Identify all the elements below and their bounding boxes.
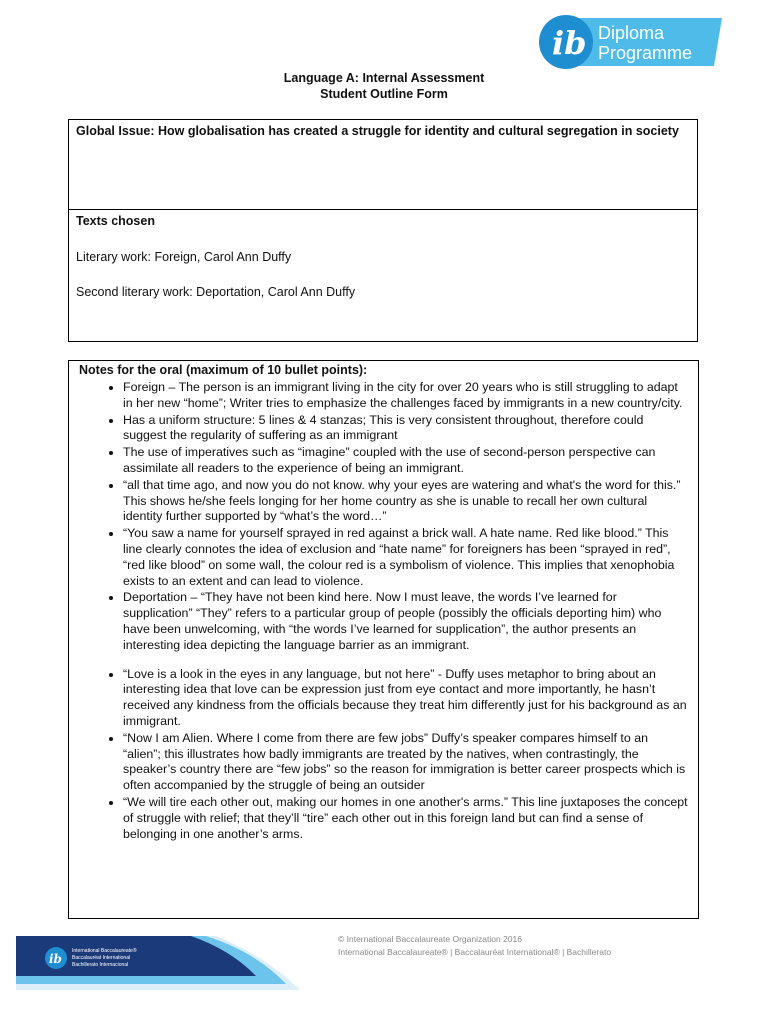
footer-line-1: © International Baccalaureate Organization 2016: [338, 934, 522, 944]
global-issue-text: Global Issue: How globalisation has created a struggle for identity and cultural segregation in society: [76, 124, 679, 138]
texts-chosen-row: [69, 210, 697, 304]
list-item: • “We will tire each other out, making our homes in one another's arms.” This line juxtaposes the concept of struggle with relief; that they’ll “tire” each other out in this foreign land but can find a sense of belonging in one another’s arms.: [123, 795, 688, 842]
texts-chosen-label: Texts chosen: [76, 214, 155, 228]
second-literary-work: Second literary work: Deportation, Carol Ann Duffy: [76, 285, 356, 299]
list-item: • “You saw a name for yourself sprayed in red against a brick wall. A hate name. Red like blood.” This line clearly connotes the idea of exclusion and “hate name” for foreigners has been “sprayed in red”, “red like blood” on some wall, the colour red is a symbolism of violence. This implies that xenophobia exists to an extent and can lead to violence.: [123, 526, 688, 589]
list-item: • Foreign – The person is an immigrant living in the city for over 20 years who is still struggling to adapt in her new “home”; Writer tries to emphasize the challenges faced by immigrants in a new country/city.: [123, 380, 688, 412]
title-line-1: Language A: Internal Assessment: [283, 71, 485, 85]
footer-line-2: International Baccalaureate® | Baccalauréat International® | Bachillerato: [338, 947, 612, 957]
logo-text-diploma: Diploma: [598, 23, 665, 43]
list-item: • Deportation – “They have not been kind here. Now I must leave, the words I’ve learned for supplication” “They” refers to a particular group of people (possibly the officials deporting him) who have been unwelcoming, with “the words I’ve learned for supplication”, the author presents an interesting idea depicting the language barrier as an immigrant.: [123, 590, 688, 653]
footer-copyright: [338, 933, 611, 959]
global-issue-row: [69, 120, 697, 210]
list-item: • “Now I am Alien. Where I come from there are few jobs” Duffy’s speaker compares himself to an “alien”; this illustrates how badly immigrants are treated by the natives, when contrastingly, the speaker’s country there are “few jobs” so the reason for immigration is better career prospects which is often accompanied by the struggle of being an outsider: [123, 731, 688, 794]
svg-text:Baccalauréat International: Baccalauréat International: [72, 955, 131, 961]
svg-text:Bachillerato Internacional: Bachillerato Internacional: [72, 962, 129, 968]
svg-text:ib: ib: [552, 24, 587, 62]
notes-list: [79, 380, 688, 842]
ib-diploma-logo: [538, 14, 722, 70]
list-item: • Has a uniform structure: 5 lines & 4 stanzas; This is very consistent throughout, therefore could suggest the regularity of suffering as an immigrant: [123, 413, 688, 445]
notes-heading: Notes for the oral (maximum of 10 bullet points):: [79, 363, 368, 377]
notes-box: [68, 360, 699, 919]
list-item: • “Love is a look in the eyes in any language, but not here” - Duffy uses metaphor to bring about an interesting idea that love can be expression just from eye contact and more importantly, he hasn’t received any kindness from the officials because they treat him differently just for his background as an immigrant.: [123, 667, 688, 730]
svg-text:ib: ib: [49, 952, 62, 966]
logo-text-programme: Programme: [598, 43, 693, 63]
literary-work: Literary work: Foreign, Carol Ann Duffy: [76, 250, 292, 264]
document-title: [0, 70, 768, 102]
list-item: • “all that time ago, and now you do not know. why your eyes are watering and what's the word for this.” This shows he/she feels longing for her home country as she is unable to recall her own cultural identity further supported by “what’s the word…”: [123, 478, 688, 525]
svg-text:International Baccalaureate®: International Baccalaureate®: [72, 948, 137, 954]
list-item: • The use of imperatives such as “imagine” coupled with the use of second-person perspective can assimilate all readers to the experience of being an immigrant.: [123, 445, 688, 477]
title-line-2: Student Outline Form: [320, 87, 448, 101]
texts-box: [68, 119, 698, 342]
ib-footer-banner: [16, 926, 300, 990]
